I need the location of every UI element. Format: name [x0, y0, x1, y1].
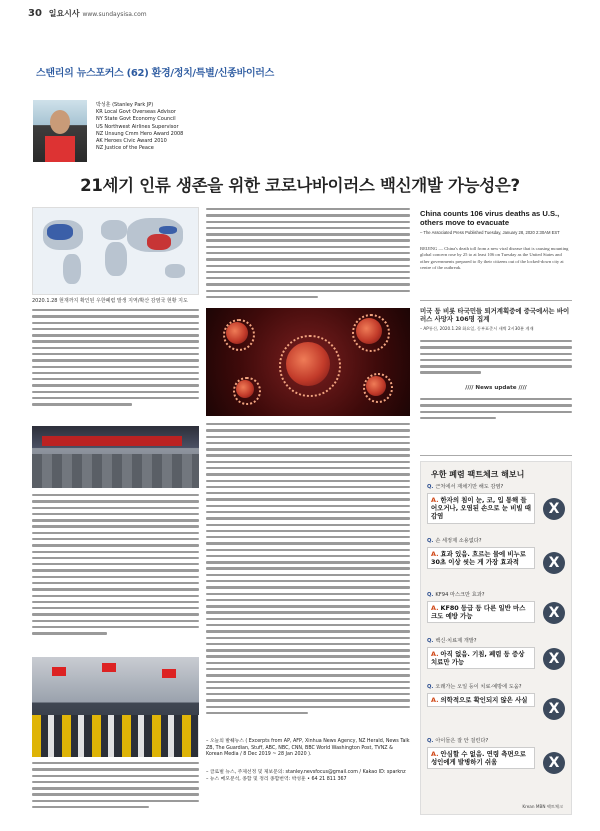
article-text-col2-top [206, 208, 410, 302]
divider [420, 455, 572, 456]
article-text-col1-top [32, 309, 199, 410]
section-kicker: 스탠리의 뉴스포커스 (62) 환경/정치/특별/신종바이러스 [36, 68, 275, 79]
bio-line: AK Heroes Civic Award 2010 [96, 138, 167, 145]
news-update-label: //// News update //// [465, 385, 527, 391]
fact-answer: 안심할 수 없음. 연령 측면으로 성인에게 발병하기 쉬움 [431, 750, 526, 767]
footer-line: – 글로벌 뉴스, 주제선정 및 제보문의: stanley.nevsfocus@gmail.com / Kakao ID: sparknz [206, 770, 406, 775]
fact-item: Q. 백신·치료제 개발? A. 아직 없음. 기침, 폐렴 등 증상 치료만 가능 X [427, 638, 567, 669]
fact-item: Q. 손 세정제 소용없다? A. 효과 있음. 흐르는 물에 비누로 30초 이상 씻는 게 가장 효과적 X [427, 538, 567, 569]
page-number: 30 [28, 8, 42, 19]
fact-question: 손 세정제 소용없다? [435, 538, 482, 544]
officials-meeting-photo [32, 657, 199, 757]
footer-contact [206, 770, 410, 783]
x-mark-icon: X [543, 752, 565, 774]
x-mark-icon: X [543, 552, 565, 574]
fact-check-title: 우한 폐렴 팩트체크 해보니 [431, 470, 525, 479]
fact-question: 오래가는 오일 등이 치료·예방에 도움? [435, 684, 522, 690]
fact-question: 백신·치료제 개발? [435, 638, 477, 644]
bio-line: 박성훈 (Stanley Park JP) [96, 102, 154, 108]
fact-item: Q. 근처에서 재채기만 해도 감염? A. 한자의 침이 눈, 코, 입 통해 들어오거나, 오염된 손으로 눈 비빌 때 감염 X [427, 484, 567, 524]
bio-line: US Northwest Airlines Supervisor [96, 123, 179, 130]
fact-answer: 아직 없음. 기침, 폐렴 등 증상 치료만 가능 [431, 650, 525, 667]
coronavirus-illustration [206, 308, 410, 416]
article-text-col2-bottom [206, 423, 410, 718]
fact-answer: 의학적으로 확인되지 않은 사실 [440, 696, 528, 704]
fact-item: Q. 오래가는 오일 등이 치료·예방에 도움? A. 의학적으로 확인되지 않은 사실 X [427, 684, 567, 707]
x-mark-icon: X [543, 648, 565, 670]
sources-note: – 오늘의 발췌뉴스 ( Excerpts from AP, AFP, Xinhua News Agency, NZ Herald, News Talk ZB, The Guardian, Stuff, ABC, NBC, CNN, BBC World Washington Post, TVNZ & Korean Media / 8 Dec 2019 ~ 28 Jan 2020 ). [206, 739, 410, 758]
fact-question: KF94 마스크만 효과? [435, 592, 485, 598]
news-update-text [420, 398, 572, 423]
fact-check-box [420, 461, 572, 815]
x-mark-icon: X [543, 602, 565, 624]
x-mark-icon: X [543, 698, 565, 720]
bio-line: KR Local Govt Overseas Advisor [96, 109, 176, 116]
bio-line: NZ Justice of the Peace [96, 145, 154, 152]
english-body: BEIJING — China's death toll from a new viral disease that is causing mounting global concern rose by 25 to at least 106 on Tuesday as the United States and other governments prepared to fly their citizens out of the locked-down city at centre of the outbreak. [420, 246, 569, 271]
english-headline: China counts 106 virus deaths as U.S., others move to evacuate [420, 209, 560, 228]
fact-answer: 효과 있음. 흐르는 물에 비누로 30초 이상 씻는 게 가장 효과적 [431, 550, 526, 567]
author-photo [33, 100, 87, 162]
publication-url: www.sundaysisa.com [82, 11, 147, 18]
article-text-col1-mid [32, 494, 199, 638]
divider [420, 300, 572, 301]
world-map-image [32, 207, 199, 295]
publication-name: 일요시사 [48, 9, 80, 18]
x-mark-icon: X [543, 498, 565, 520]
fact-question: 근처에서 재채기만 해도 감염? [435, 484, 504, 490]
english-byline: – The Associated Press Published Tuesday, January 28, 2020 2:30AM EST [420, 230, 560, 235]
fact-check-credit: Krean MBN 팩트체크 [522, 804, 563, 809]
korean-body-text [420, 340, 572, 378]
author-bio [96, 102, 183, 152]
korean-byline: – AP통신, 2020.1.28 화요일, 동부표준시 새벽 2시30분 게재 [420, 326, 534, 331]
fact-question: 아이들은 잘 안 걸린다? [435, 738, 489, 744]
bio-line: NY State Govt Economy Council [96, 116, 176, 123]
map-caption: 2020.1.28 현재까지 확인된 우한폐렴 발생 지역/확산 감염국 현황 지도 [32, 298, 188, 304]
korean-headline: 미국 등 비롯 타국민들 퇴거계획중에 중국에서는 바이러스 사망자 106명 집계 [420, 307, 570, 323]
fact-answer: KF80 등급 등 다른 일반 마스크도 예방 가능 [431, 604, 526, 621]
page-header [28, 8, 147, 19]
fact-answer: 한자의 침이 눈, 코, 입 통해 들어오거나, 오염된 손으로 눈 비빌 때 감염 [431, 496, 531, 521]
bio-line: NZ Unsung Cmm Hero Award 2008 [96, 130, 184, 137]
footer-line: – 뉴스 메모분석, 종합 및 정리 종합번역: 박성훈 • 64 21 811 367 [206, 776, 347, 782]
main-headline: 21세기 인류 생존을 위한 코로나바이러스 백신개발 가능성은? [80, 176, 520, 195]
article-text-col1-bottom [32, 762, 199, 812]
hospital-construction-photo [32, 426, 199, 488]
fact-item: Q. 아이들은 잘 안 걸린다? A. 안심할 수 없음. 연령 측면으로 성인에게 발병하기 쉬움 X [427, 738, 567, 769]
fact-item: Q. KF94 마스크만 효과? A. KF80 등급 등 다른 일반 마스크도 예방 가능 X [427, 592, 567, 623]
